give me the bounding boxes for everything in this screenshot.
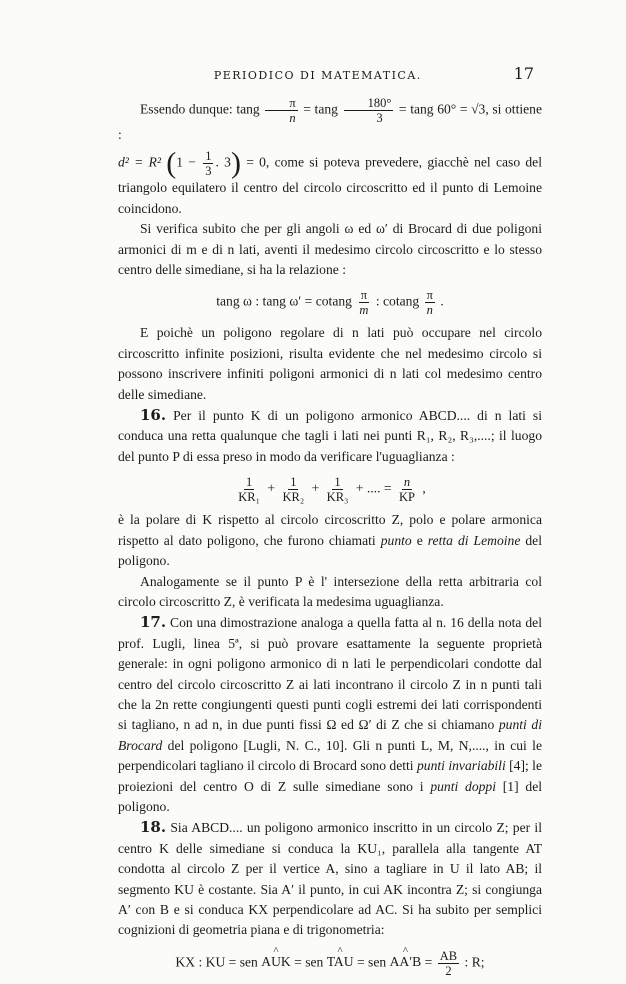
section-17 (118, 612, 542, 817)
paren-open: ( (166, 147, 177, 181)
page-number: 17 (513, 64, 534, 83)
text-eq: = (303, 101, 311, 117)
equation-tang-omega (118, 288, 542, 317)
text-tang-2: tang (314, 101, 338, 117)
journal-title: PERIODICO DI MATEMATICA. (213, 69, 422, 82)
fraction-pi-n (265, 96, 297, 125)
text-punti-invariabili: punti invariabili (417, 758, 506, 774)
section-16-text: Per il punto K di un poligono armonico ABCD.... di n lati si conduca una retta qualunque che tagli i lati nei punti R₁, R₂, R₃,....; il luogo del punto P di essa preso in modo da verificare l'uguaglianza : (118, 408, 542, 464)
fraction-1-3 (203, 149, 213, 178)
section-17-text-a: Con una dimostrazione analoga a quella fatta al n. 16 della nota del prof. Lugli, linea 5ª, si può provare esattamente la seguente proprietà generale: in ogni poligono armonico di n lati le perpendicolari condotte dal centro del circolo circoscritto Z ai lati incontrano il circolo Z in n punti tali che la 2n rette congiungenti questi punti cogli estremi dei lati corrispondenti si tagliano, n ad n, in due punti fissi Ω ed Ω′ di Z che si chiamano (118, 615, 542, 733)
angle-tau: ^ TAU (327, 952, 354, 972)
paragraph-poligono-regolare: E poichè un poligono regolare di n lati può occupare nel circolo circoscritto infinite posizioni, risulta evidente che nel medesimo circolo si possono inscrivere infiniti poligoni armonici di n lati col medesimo centro delle simediane. (118, 325, 542, 402)
eq-equals: = (424, 954, 433, 970)
eq-plus: + (267, 480, 276, 496)
frac-num: 180° (344, 96, 394, 111)
section-number: 17. (140, 613, 167, 632)
equation-kx-ku (118, 949, 542, 978)
fraction-1-kr2 (280, 475, 306, 504)
frac-num: π (360, 288, 368, 303)
text-dot3: . 3 (215, 155, 231, 171)
frac-num: n (403, 475, 411, 490)
text-coincidono: = 0, come si poteva prevedere, giacchè nel caso del triangolo equilatero il centro del circolo circoscritto ed il punto di Lemoine coincidono. (118, 155, 542, 216)
fraction-n-kp (397, 475, 417, 504)
eq-sen: = sen (294, 954, 324, 970)
fraction-pi-m (357, 288, 370, 317)
paragraph-analogamente: Analogamente se il punto P è l' intersezione della retta arbitraria col circolo circoscritto Z, è verificata la medesima uguaglianza. (118, 573, 542, 609)
frac-den: 3 (376, 111, 383, 125)
text-punti-doppi: punti doppi (430, 778, 496, 794)
equation-harmonic-sum (118, 475, 542, 504)
section-16 (118, 405, 542, 467)
fraction-1-kr1 (236, 475, 262, 504)
section-18-text: Sia ABCD.... un poligono armonico inscritto in un circolo Z; per il centro K delle simediane si conduca la KU₁, parallela alla tangente AT condotta al circolo Z per il vertice A, sino a tagliare in U il lato AB; il segmento KU è costante. Sia A′ il punto, in cui AK incontra Z; si congiunga A′ con B e si conduca KX perpendicolare ad AC. Si ha subito per semplici cognizioni di geometria piana e di trigonometria: (118, 820, 542, 938)
text-tang60: = tang 60° = √3, si ottiene : (118, 101, 543, 142)
fraction-pi-n-2 (425, 288, 435, 317)
paragraph-d2 (118, 149, 542, 219)
text-one-minus: 1 − (176, 155, 196, 171)
frac-den: 3 (205, 164, 212, 179)
text-punto: punto (380, 532, 412, 548)
eq-end: . (440, 294, 444, 310)
eq-mid: : cotang (375, 294, 420, 310)
fraction-180-3 (344, 96, 394, 125)
frac-den: n (289, 111, 296, 125)
text-retta-lemoine: retta di Lemoine (427, 532, 521, 548)
text-lead: Essendo dunque: (140, 101, 233, 117)
frac-den: 2 (445, 963, 452, 978)
eq-left: tang ω : tang ω′ = cotang (216, 294, 352, 310)
section-17-text-d: [1] del poligono. (118, 778, 543, 814)
frac-num: 1 (290, 475, 297, 490)
frac-num: π (265, 96, 297, 111)
frac-num: π (426, 288, 433, 303)
eq-end: , (422, 480, 426, 496)
frac-num: 1 (334, 475, 341, 490)
fraction-ab-2 (438, 949, 459, 978)
section-number: 18. (140, 818, 167, 837)
running-head (110, 64, 534, 83)
text-del-poligono: del poligono. (118, 532, 542, 569)
frac-den: m (359, 303, 369, 318)
eq-left: KX : KU = sen (175, 954, 258, 970)
frac-num: 1 (245, 475, 253, 490)
text-d2: d² = R² (118, 155, 161, 171)
eq-sen-2: = sen (356, 954, 387, 970)
paragraph-polare (118, 510, 542, 571)
article-body (118, 96, 542, 984)
text-punti-brocard: punti di Brocard (118, 717, 542, 753)
fraction-1-kr3 (325, 475, 351, 504)
section-17-text-b: del poligono [Lugli, N. C., 10]. Gli n punti L, M, N,...., in cui le perpendicolari tagliano il circolo di Brocard sono detti (118, 737, 542, 774)
section-18 (118, 817, 542, 940)
frac-den: KR₂ (282, 490, 305, 505)
frac-num: 1 (205, 149, 212, 164)
frac-den: KP (398, 490, 415, 505)
section-number: 16. (140, 406, 167, 425)
section-17-text-c: [4]; le proiezioni del centro O di Z sulle simediane sono i (118, 758, 542, 794)
text-polare: è la polare di K rispetto al circolo circoscritto Z, polo e polare armonica rispetto al dato poligono, che furono chiamati (118, 512, 542, 548)
eq-end: : R; (464, 954, 485, 970)
frac-num: AB (439, 948, 458, 963)
angle-aab: ^ AA′B (390, 952, 422, 972)
text-e: e (416, 532, 423, 548)
eq-dots: + .... = (355, 480, 392, 496)
text-tang: tang (236, 101, 260, 117)
frac-den: n (426, 303, 433, 318)
paren-close: ) (230, 147, 241, 181)
eq-plus-2: + (311, 480, 320, 496)
frac-den: KR₁ (238, 490, 260, 505)
frac-den: KR₃ (326, 490, 349, 505)
paragraph-essendo (118, 96, 542, 145)
angle-auk: ^ AUK (261, 952, 290, 972)
paragraph-brocard: Si verifica subito che per gli angoli ω ed ω′ di Brocard di due poligoni armonici di m e di n lati, aventi il medesimo circolo circoscritto e lo stesso centro delle simediane, si ha la relazione : (118, 221, 542, 278)
